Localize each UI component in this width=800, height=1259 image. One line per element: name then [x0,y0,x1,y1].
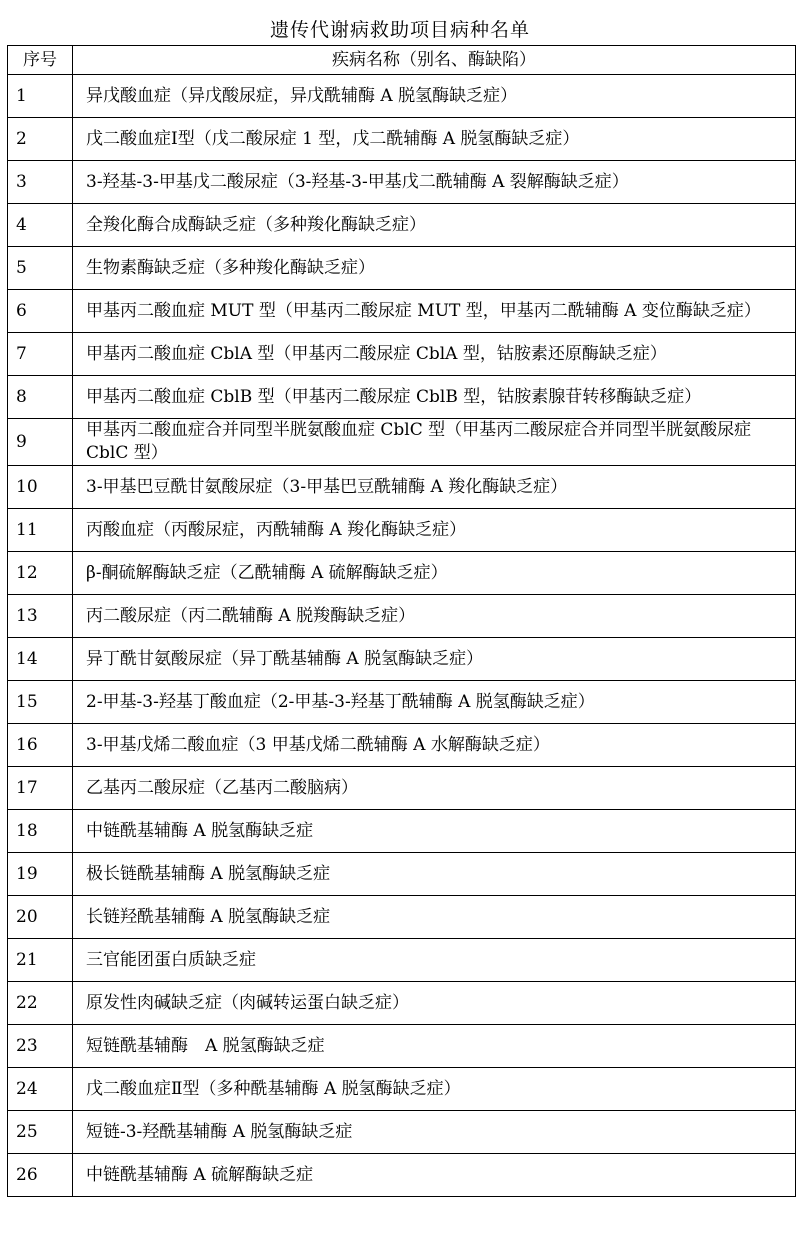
table-row [8,1154,796,1197]
disease-name: 全羧化酶合成酶缺乏症（多种羧化酶缺乏症） [73,204,796,247]
table-row [8,767,796,810]
disease-name: 2-甲基-3-羟基丁酸血症（2-甲基-3-羟基丁酰辅酶 A 脱氢酶缺乏症） [73,681,796,724]
table-row [8,1068,796,1111]
table-row [8,638,796,681]
disease-name: 短链酰基辅酶 A 脱氢酶缺乏症 [73,1025,796,1068]
disease-name: 丙酸血症（丙酸尿症，丙酰辅酶 A 羧化酶缺乏症） [73,509,796,552]
disease-name: 甲基丙二酸血症 CblA 型（甲基丙二酸尿症 CblA 型，钴胺素还原酶缺乏症） [73,333,796,376]
row-index: 16 [8,724,73,767]
disease-name: 甲基丙二酸血症 CblB 型（甲基丙二酸尿症 CblB 型，钴胺素腺苷转移酶缺乏症） [73,376,796,419]
disease-name: 戊二酸血症Ⅱ型（多种酰基辅酶 A 脱氢酶缺乏症） [73,1068,796,1111]
table-row [8,333,796,376]
row-index: 17 [8,767,73,810]
disease-name: 异戊酸血症（异戊酸尿症，异戊酰辅酶 A 脱氢酶缺乏症） [73,75,796,118]
table-header-row [8,46,796,75]
row-index: 6 [8,290,73,333]
row-index: 14 [8,638,73,681]
disease-name: 原发性肉碱缺乏症（肉碱转运蛋白缺乏症） [73,982,796,1025]
table-row [8,290,796,333]
table-row [8,118,796,161]
page-title: 遗传代谢病救助项目病种名单 [269,19,530,41]
disease-name: 长链羟酰基辅酶 A 脱氢酶缺乏症 [73,896,796,939]
row-index: 5 [8,247,73,290]
table-row [8,1025,796,1068]
disease-name: 甲基丙二酸血症 MUT 型（甲基丙二酸尿症 MUT 型，甲基丙二酰辅酶 A 变位酶缺乏症） [73,290,796,333]
row-index: 2 [8,118,73,161]
table-row [8,419,796,466]
column-header-name: 疾病名称（别名、酶缺陷） [73,46,796,75]
row-index: 25 [8,1111,73,1154]
row-index: 18 [8,810,73,853]
table-row [8,724,796,767]
row-index: 4 [8,204,73,247]
row-index: 9 [8,419,73,466]
disease-name: 中链酰基辅酶 A 脱氢酶缺乏症 [73,810,796,853]
row-index: 1 [8,75,73,118]
row-index: 26 [8,1154,73,1197]
column-header-index: 序号 [8,46,73,75]
row-index: 12 [8,552,73,595]
disease-name: 3-甲基戊烯二酸血症（3 甲基戊烯二酰辅酶 A 水解酶缺乏症） [73,724,796,767]
row-index: 3 [8,161,73,204]
row-index: 13 [8,595,73,638]
disease-name: 三官能团蛋白质缺乏症 [73,939,796,982]
row-index: 8 [8,376,73,419]
table-row [8,466,796,509]
disease-name: 极长链酰基辅酶 A 脱氢酶缺乏症 [73,853,796,896]
row-index: 15 [8,681,73,724]
table-row [8,1111,796,1154]
disease-name: 甲基丙二酸血症合并同型半胱氨酸血症 CblC 型（甲基丙二酸尿症合并同型半胱氨酸尿症 CblC 型） [73,419,796,466]
table-row [8,247,796,290]
disease-name: 中链酰基辅酶 A 硫解酶缺乏症 [73,1154,796,1197]
row-index: 7 [8,333,73,376]
table-row [8,896,796,939]
row-index: 11 [8,509,73,552]
row-index: 10 [8,466,73,509]
disease-table [7,45,796,1197]
disease-name: β-酮硫解酶缺乏症（乙酰辅酶 A 硫解酶缺乏症） [73,552,796,595]
table-row [8,939,796,982]
table-row [8,204,796,247]
table-body [8,75,796,1197]
disease-name: 戊二酸血症Ⅰ型（戊二酸尿症 1 型，戊二酰辅酶 A 脱氢酶缺乏症） [73,118,796,161]
disease-name: 3-甲基巴豆酰甘氨酸尿症（3-甲基巴豆酰辅酶 A 羧化酶缺乏症） [73,466,796,509]
row-index: 23 [8,1025,73,1068]
table-row [8,552,796,595]
table-row [8,75,796,118]
table-row [8,810,796,853]
row-index: 20 [8,896,73,939]
disease-name: 生物素酶缺乏症（多种羧化酶缺乏症） [73,247,796,290]
table-row [8,509,796,552]
disease-name: 3-羟基-3-甲基戊二酸尿症（3-羟基-3-甲基戊二酰辅酶 A 裂解酶缺乏症） [73,161,796,204]
table-row [8,376,796,419]
disease-name: 乙基丙二酸尿症（乙基丙二酸脑病） [73,767,796,810]
table-row [8,681,796,724]
disease-name: 短链-3-羟酰基辅酶 A 脱氢酶缺乏症 [73,1111,796,1154]
row-index: 21 [8,939,73,982]
disease-name: 丙二酸尿症（丙二酰辅酶 A 脱羧酶缺乏症） [73,595,796,638]
row-index: 19 [8,853,73,896]
row-index: 22 [8,982,73,1025]
disease-name: 异丁酰甘氨酸尿症（异丁酰基辅酶 A 脱氢酶缺乏症） [73,638,796,681]
table-row [8,161,796,204]
table-row [8,853,796,896]
row-index: 24 [8,1068,73,1111]
table-row [8,595,796,638]
table-row [8,982,796,1025]
